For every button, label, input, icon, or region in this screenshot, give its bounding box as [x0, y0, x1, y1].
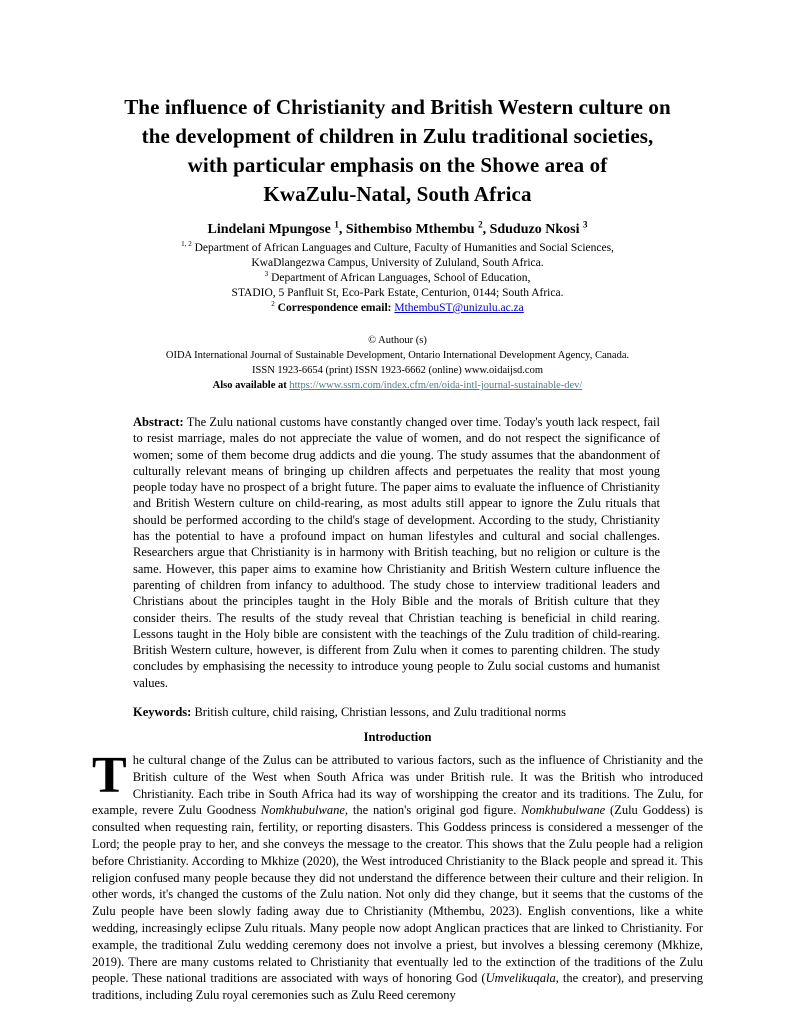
availability-label: Also available at — [212, 380, 290, 391]
author-affiliation-marker: 2 — [478, 219, 483, 230]
ssrn-url-link[interactable]: https://www.ssrn.com/index.cfm/en/oida-intl-journal-sustainable-dev/ — [289, 380, 583, 391]
author-separator: , — [482, 222, 490, 237]
keywords-text: British culture, child raising, Christian lessons, and Zulu traditional norms — [191, 705, 566, 720]
correspondence-marker: 2 — [271, 300, 275, 309]
abstract-text: The Zulu national customs have constantly changed over time. Today's youth lack respect, fail to resist marriage, males do not appreciate the value of women, and do not respect the significance of women; some of them become drug addicts and die young. The study assumes that the abandonment of culturally relevant means of bringing up children affects and perpetuates the reality that most young people today have no prospect of a bright future. The paper aims to evaluate the influence of Christianity and British Western culture on child-rearing, as most adults still appear to ignore the Zulu rituals that should be performed according to the child's stage of development. According to the study, Christianity has the potential to have a profound impact on human lifestyles and cultural and social challenges. Researchers argue that Christianity is in harmony with British teaching, but no religion or culture is the same. However, this paper aims to examine how Christianity and British Western culture influence the parenting of children from infancy to adulthood. The study chose to interview traditional leaders and Christians about the principles taught in the Holy Bible and the morals of British culture that they consider theirs. The results of the study reveal that Christian teaching is beneficial in child rearing. Lessons taught in the Holy bible are consistent with the teachings of the Zulu tradition of child-rearing. British Western culture, however, is different from Zulu when it comes to parenting children. The study concludes by emphasising the necessity to introduce young people to Zulu social customs and humanist values. — [133, 415, 660, 690]
section-heading-introduction: Introduction — [363, 730, 432, 745]
abstract — [92, 414, 703, 691]
correspondence-line — [92, 301, 703, 316]
authors-line — [92, 221, 703, 239]
title-line: KwaZulu-Natal, South Africa — [263, 182, 532, 206]
paper-title — [92, 93, 703, 209]
correspondence-label: Correspondence email: — [274, 302, 395, 314]
affiliation-line: $^{1, 2}$ Department of African Languages and Culture, Faculty of Humanities and Social Sciences, — [181, 240, 614, 254]
title-line: the development of children in Zulu traditional societies, — [141, 124, 654, 148]
affiliation-marker: 1, 2 — [181, 240, 192, 249]
affiliation-marker: 3 — [264, 270, 269, 279]
keywords — [92, 704, 703, 720]
author-name: Sithembiso Mthembu — [345, 222, 479, 237]
abstract-label: Abstract: — [133, 415, 184, 429]
dropcap-letter: T — [92, 747, 127, 805]
introduction-paragraph — [92, 747, 703, 1004]
author-affiliation-marker: 3 — [582, 219, 588, 230]
copyright-line: © Authour (s) — [368, 335, 427, 346]
affiliation-line: $^3$ Department of African Languages, School of Education, — [264, 270, 531, 284]
title-line: with particular emphasis on the Showe area of — [187, 153, 608, 177]
author-affiliation-marker: 1 — [334, 219, 339, 230]
availability-line — [92, 378, 703, 393]
affiliation-line: KwaDlangezwa Campus, University of Zululand, South Africa. — [251, 257, 544, 269]
title-line: The influence of Christianity and British Western culture on — [124, 95, 671, 119]
journal-line: OIDA International Journal of Sustainable Development, Ontario International Development Agency, Canada. — [165, 350, 630, 361]
affiliation-line: STADIO, 5 Panfluit St, Eco-Park Estate, Centurion, 0144; South Africa. — [231, 287, 564, 299]
author-name: Sduduzo Nkosi — [489, 222, 583, 237]
keywords-label: Keywords: — [133, 705, 192, 720]
author-name: Lindelani Mpungose — [207, 222, 335, 237]
affiliations-block — [92, 241, 703, 316]
author-separator: , — [338, 222, 346, 237]
journal-imprint — [92, 333, 703, 393]
correspondence-email-link[interactable]: MthembuST@unizulu.ac.za — [394, 302, 524, 314]
introduction-text: he cultural change of the Zulus can be attributed to various factors, such as the influence of Christianity and the British culture of the West when South Africa was under British rule. It was the British who introduced Christianity. Each tribe in South Africa had its way of worshipping the creator and its traditions. The Zulu, for example, revere Zulu Goodness Nomkhubulwane, the nation's original god figure. Nomkhubulwane (Zulu Goddess) is consulted when requesting rain, fertility, or reporting disasters. This Goddess princess is considered a messenger of the Lord; the people pray to her, and she conveys the message to the creator. This shows that the Zulu people had a religion before Christianity. According to Mkhize (2020), the West introduced Christianity to the Black people and spread it. This religion confused many people because they did not understand the difference between their culture and their religion. In other words, it's changed the customs of the Zulu nation. Not only did they change, but it seems that the customs of the Zulu people have been slowly fading away due to Christianity (Mthembu, 2023). English conventions, like a white wedding, increasingly eclipse Zulu rituals. Many people now adopt Anglican practices that are linked to Christianity. For example, the traditional Zulu wedding ceremony does not involve a priest, but involves a blessing ceremony (Mkhize, 2019). There are many customs related to Christianity that eventually led to the extinction of the traditions of the Zulu people. These national traditions are associated with ways of honoring God (Umvelikuqala, the creator), and preserving traditions, including Zulu royal ceremonies such as Zulu Reed ceremony — [92, 753, 703, 1003]
issn-line: ISSN 1923-6654 (print) ISSN 1923-6662 (online) www.oidaijsd.com — [252, 365, 543, 376]
